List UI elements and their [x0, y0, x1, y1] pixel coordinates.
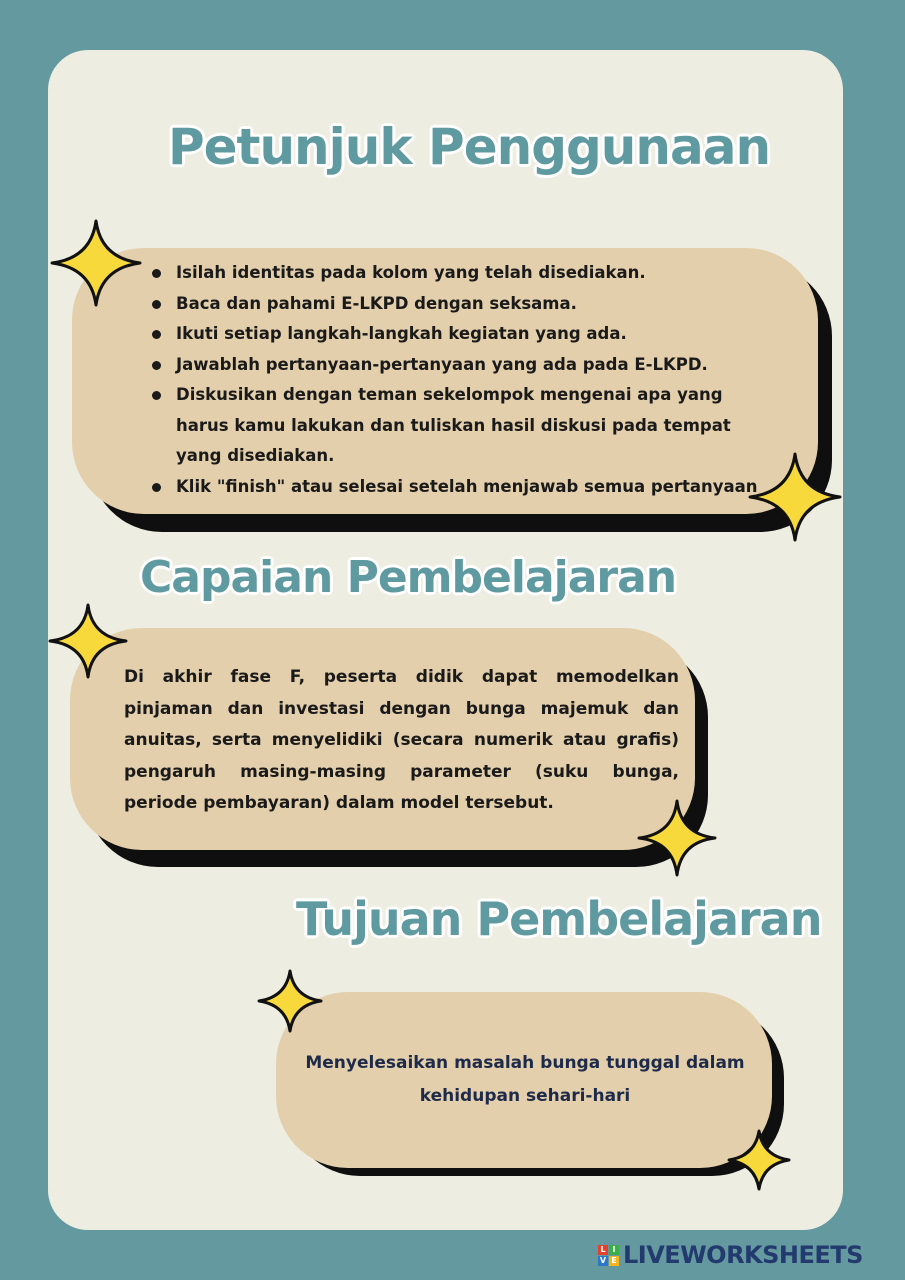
liveworksheets-logo-icon [598, 1245, 619, 1266]
sparkle-star-icon [50, 218, 142, 308]
tujuan-text: Menyelesaikan masalah bunga tunggal dalam kehidupan sehari-hari [305, 1053, 745, 1106]
sparkle-star-icon [48, 602, 128, 680]
logo-letter: I [609, 1245, 619, 1255]
logo-letter: L [598, 1245, 608, 1255]
liveworksheets-brand[interactable] [598, 1240, 863, 1270]
list-item: Ikuti setiap langkah-langkah kegiatan yang ada. [150, 319, 770, 350]
logo-letter: E [609, 1256, 619, 1266]
logo-letter: V [599, 1255, 607, 1265]
petunjuk-list [150, 258, 770, 502]
sparkle-star-icon [727, 1128, 791, 1192]
list-item: Isilah identitas pada kolom yang telah disediakan. [150, 258, 770, 289]
tujuan-title: Tujuan Pembelajaran [296, 892, 822, 946]
sparkle-star-icon [748, 451, 842, 543]
sparkle-star-icon [257, 968, 323, 1034]
capaian-title: Capaian Pembelajaran [140, 552, 677, 603]
brand-name: LIVEWORKSHEETS [623, 1241, 863, 1269]
list-item: Jawablah pertanyaan-pertanyaan yang ada pada E-LKPD. [150, 350, 770, 381]
list-item: Diskusikan dengan teman sekelompok mengenai apa yang harus kamu lakukan dan tuliskan hasil diskusi pada tempat yang disediakan. [150, 380, 770, 472]
list-item: Klik "finish" atau selesai setelah menjawab semua pertanyaan [150, 472, 770, 503]
sparkle-star-icon [637, 798, 717, 878]
petunjuk-title: Petunjuk Penggunaan [168, 118, 771, 176]
capaian-text: Di akhir fase F, peserta didik dapat memodelkan pinjaman dan investasi dengan bunga majemuk dan anuitas, serta menyelidiki (secara numerik atau grafis) pengaruh masing-masing parameter (suku bunga, periode pembayaran) dalam model tersebut. [124, 667, 679, 813]
list-item: Baca dan pahami E-LKPD dengan seksama. [150, 289, 770, 320]
